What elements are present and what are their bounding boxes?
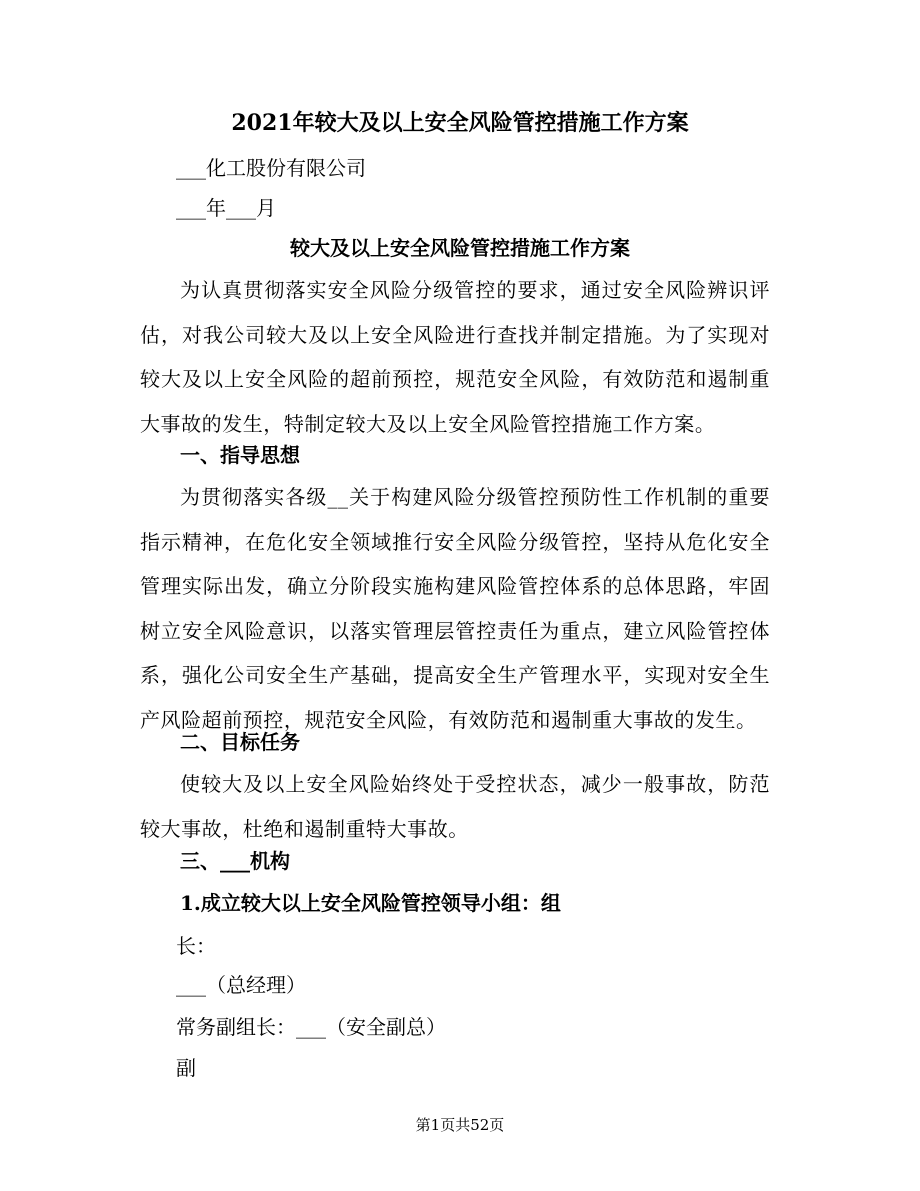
deputy-exec-line: 常务副组长：___（安全副总） — [176, 1015, 446, 1039]
document-title: 2021年较大及以上安全风险管控措施工作方案 — [231, 110, 689, 136]
company-line: ___化工股份有限公司 — [176, 156, 366, 180]
leader-label: 长： — [176, 934, 216, 958]
date-line: ___年___月 — [176, 196, 276, 220]
section1-heading: 一、指导思想 — [180, 443, 300, 467]
section2-paragraph: 使较大及以上安全风险始终处于受控状态，减少一般事故，防范较大事故，杜绝和遏制重特大事故。 — [140, 772, 770, 841]
document-subtitle: 较大及以上安全风险管控措施工作方案 — [290, 236, 630, 260]
deputy-label: 副 — [176, 1056, 196, 1080]
item1-heading: 1.成立较大以上安全风险管控领导小组：组 — [180, 891, 561, 915]
page-number: 第1页共52页 — [415, 1116, 505, 1134]
section2-heading: 二、目标任务 — [180, 730, 300, 754]
intro-paragraph: 为认真贯彻落实安全风险分级管控的要求，通过安全风险辨识评估，对我公司较大及以上安全风险进行查找并制定措施。为了实现对较大及以上安全风险的超前预控，规范安全风险，有效防范和遏制重大事故的发生，特制定较大及以上安全风险管控措施工作方案。 — [140, 278, 770, 436]
section1-paragraph: 为贯彻落实各级__关于构建风险分级管控预防性工作机制的重要指示精神，在危化安全领域推行安全风险分级管控，坚持从危化安全管理实际出发，确立分阶段实施构建风险管控体系的总体思路，牢固树立安全风险意识，以落实管理层管控责任为重点，建立风险管控体系，强化公司安全生产基础，提高安全生产管理水平，实现对安全生产风险超前预控，规范安全风险，有效防范和遏制重大事故的发生。 — [140, 485, 770, 732]
section3-heading: 三、___机构 — [180, 849, 290, 873]
leader-value: ___（总经理） — [176, 973, 306, 997]
